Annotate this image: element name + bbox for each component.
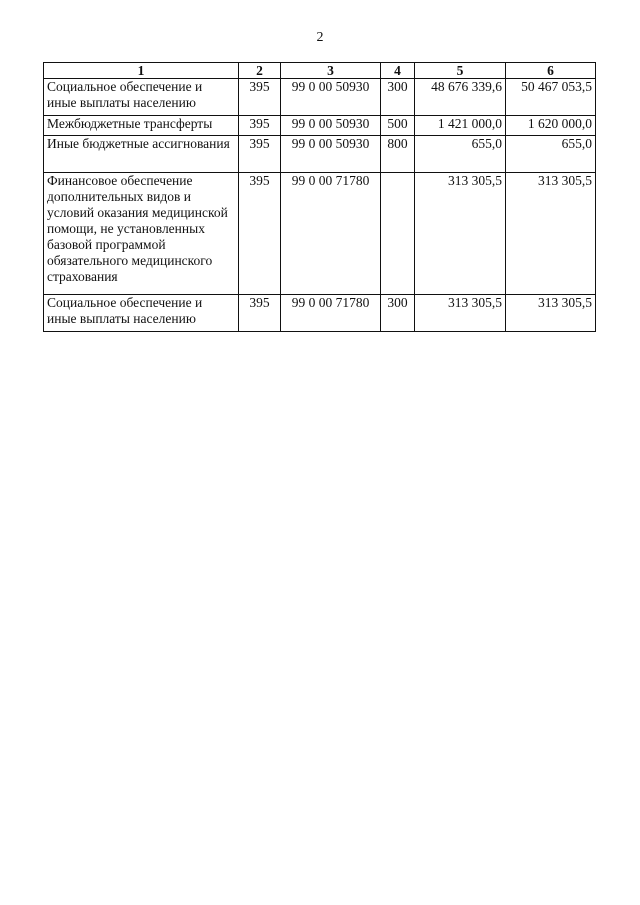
column-header-5: 5 (415, 63, 506, 79)
table-row (44, 136, 596, 173)
row-vr: 300 (381, 295, 415, 332)
row-vr (381, 173, 415, 295)
row-csr: 99 0 00 71780 (281, 173, 381, 295)
row-csr: 99 0 00 71780 (281, 295, 381, 332)
table-row (44, 79, 596, 116)
row-sum-year2: 1 620 000,0 (506, 116, 596, 136)
table-row (44, 173, 596, 295)
row-vr: 800 (381, 136, 415, 173)
column-header-3: 3 (281, 63, 381, 79)
column-header-6: 6 (506, 63, 596, 79)
row-ved: 395 (239, 79, 281, 116)
column-header-4: 4 (381, 63, 415, 79)
row-sum-year2: 50 467 053,5 (506, 79, 596, 116)
row-csr: 99 0 00 50930 (281, 116, 381, 136)
table-header-row (44, 63, 596, 79)
row-ved: 395 (239, 116, 281, 136)
row-ved: 395 (239, 136, 281, 173)
budget-table (43, 62, 596, 332)
row-ved: 395 (239, 295, 281, 332)
row-csr: 99 0 00 50930 (281, 136, 381, 173)
column-header-1: 1 (44, 63, 239, 79)
row-name: Социальное обеспечение и иные выплаты населению (44, 79, 239, 116)
row-vr: 500 (381, 116, 415, 136)
row-sum-year1: 313 305,5 (415, 173, 506, 295)
row-name: Иные бюджетные ассигнования (44, 136, 239, 173)
page-number: 2 (316, 30, 324, 45)
table-row (44, 295, 596, 332)
row-sum-year1: 655,0 (415, 136, 506, 173)
row-sum-year2: 655,0 (506, 136, 596, 173)
row-vr: 300 (381, 79, 415, 116)
row-name: Социальное обеспечение и иные выплаты населению (44, 295, 239, 332)
column-header-2: 2 (239, 63, 281, 79)
row-sum-year2: 313 305,5 (506, 295, 596, 332)
row-csr: 99 0 00 50930 (281, 79, 381, 116)
row-sum-year1: 48 676 339,6 (415, 79, 506, 116)
row-name: Межбюджетные трансферты (44, 116, 239, 136)
row-sum-year1: 1 421 000,0 (415, 116, 506, 136)
row-ved: 395 (239, 173, 281, 295)
row-sum-year1: 313 305,5 (415, 295, 506, 332)
row-sum-year2: 313 305,5 (506, 173, 596, 295)
row-name: Финансовое обеспечение дополнительных видов и условий оказания медицинской помощи, не установленных базовой программой обязательного медицинского страхования (44, 173, 239, 295)
table-row (44, 116, 596, 136)
